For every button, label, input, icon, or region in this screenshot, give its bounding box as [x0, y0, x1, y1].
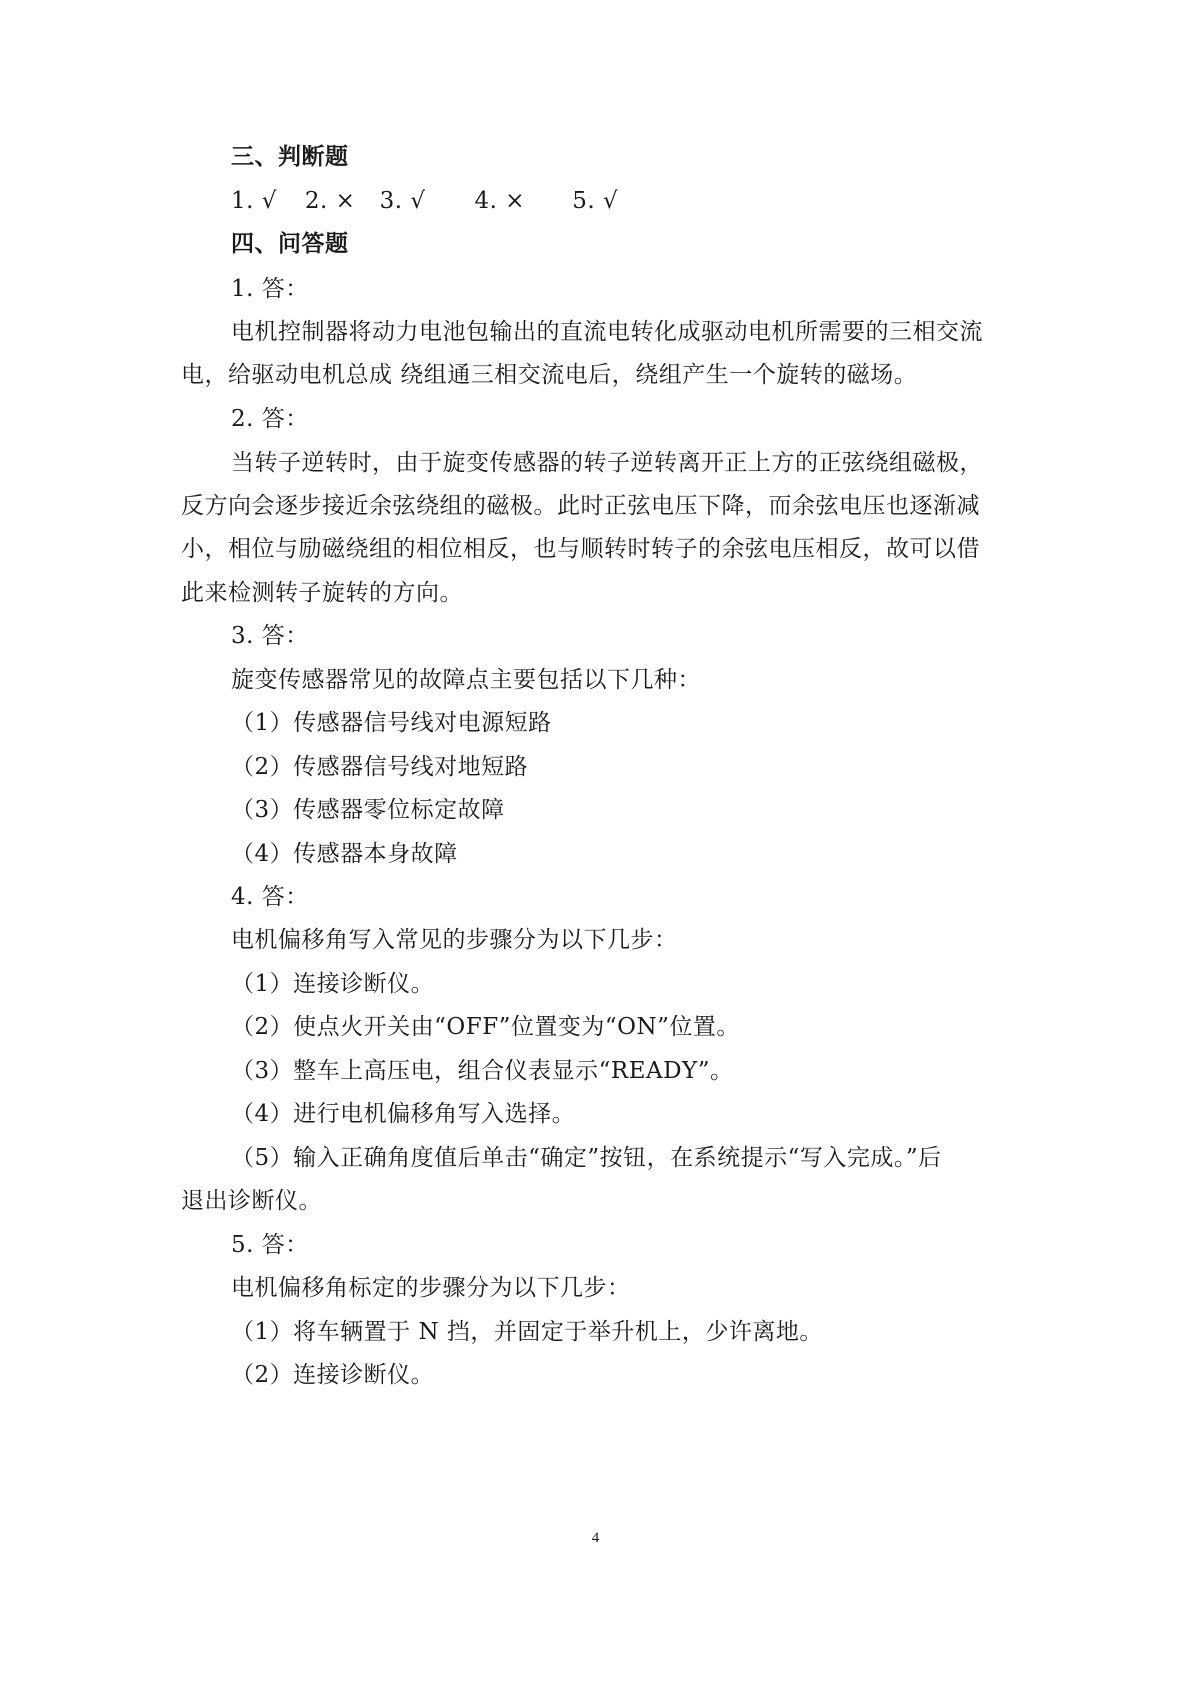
section-heading-judgement: 三、判断题 — [231, 144, 349, 170]
answer-3-item-4: （4）传感器本身故障 — [231, 841, 458, 867]
judgement-answer-1: 1. √ — [231, 188, 277, 214]
answer-5-item-2: （2）连接诊断仪。 — [231, 1362, 435, 1388]
answer-1-line-2: 电，给驱动电机总成 绕组通三相交流电后，绕组产生一个旋转的磁场。 — [181, 362, 918, 388]
page-number: 4 — [591, 1530, 600, 1546]
answer-label-2: 2. 答： — [231, 406, 309, 432]
answer-4-item-5: （5）输入正确角度值后单击“确定”按钮，在系统提示“写入完成。”后 — [231, 1145, 942, 1171]
judgement-answers — [0, 186, 1191, 216]
answer-2-line-3: 小，相位与励磁绕组的相位相反，也与顺转时转子的余弦电压相反，故可以借 — [181, 536, 980, 562]
answer-4-item-3: （3）整车上高压电，组合仪表显示“READY”。 — [231, 1058, 734, 1084]
answer-2-line-1: 当转子逆转时，由于旋变传感器的转子逆转离开正上方的正弦绕组磁极， — [231, 450, 983, 476]
answer-5-item-1: （1）将车辆置于 N 挡，并固定于举升机上，少许离地。 — [231, 1319, 823, 1345]
answer-3-intro: 旋变传感器常见的故障点主要包括以下几种： — [231, 667, 701, 693]
answer-label-5: 5. 答： — [231, 1232, 309, 1258]
answer-label-3: 3. 答： — [231, 623, 309, 649]
answer-5-intro: 电机偏移角标定的步骤分为以下几步： — [231, 1275, 631, 1301]
answer-1-line-1: 电机控制器将动力电池包输出的直流电转化成驱动电机所需要的三相交流 — [231, 319, 983, 345]
answer-4-intro: 电机偏移角写入常见的步骤分为以下几步： — [231, 927, 678, 953]
answer-3-item-2: （2）传感器信号线对地短路 — [231, 754, 529, 780]
answer-label-4: 4. 答： — [231, 884, 309, 910]
answer-label-1: 1. 答： — [231, 276, 309, 302]
answer-4-continuation: 退出诊断仪。 — [181, 1188, 322, 1214]
answer-3-item-3: （3）传感器零位标定故障 — [231, 797, 505, 823]
judgement-answer-5: 5. √ — [572, 188, 619, 214]
answer-2-line-4: 此来检测转子旋转的方向。 — [181, 580, 463, 606]
answer-3-item-1: （1）传感器信号线对电源短路 — [231, 710, 552, 736]
answer-4-item-2: （2）使点火开关由“OFF”位置变为“ON”位置。 — [231, 1014, 740, 1040]
answer-2-line-2: 反方向会逐步接近余弦绕组的磁极。此时正弦电压下降，而余弦电压也逐渐减 — [181, 493, 980, 519]
judgement-answer-4: 4. × — [474, 188, 525, 214]
judgement-answer-2: 2. × — [304, 188, 356, 214]
section-heading-qa: 四、问答题 — [231, 231, 349, 257]
answer-4-item-1: （1）连接诊断仪。 — [231, 971, 435, 997]
answer-4-item-4: （4）进行电机偏移角写入选择。 — [231, 1101, 576, 1127]
judgement-answer-3: 3. √ — [379, 188, 426, 214]
